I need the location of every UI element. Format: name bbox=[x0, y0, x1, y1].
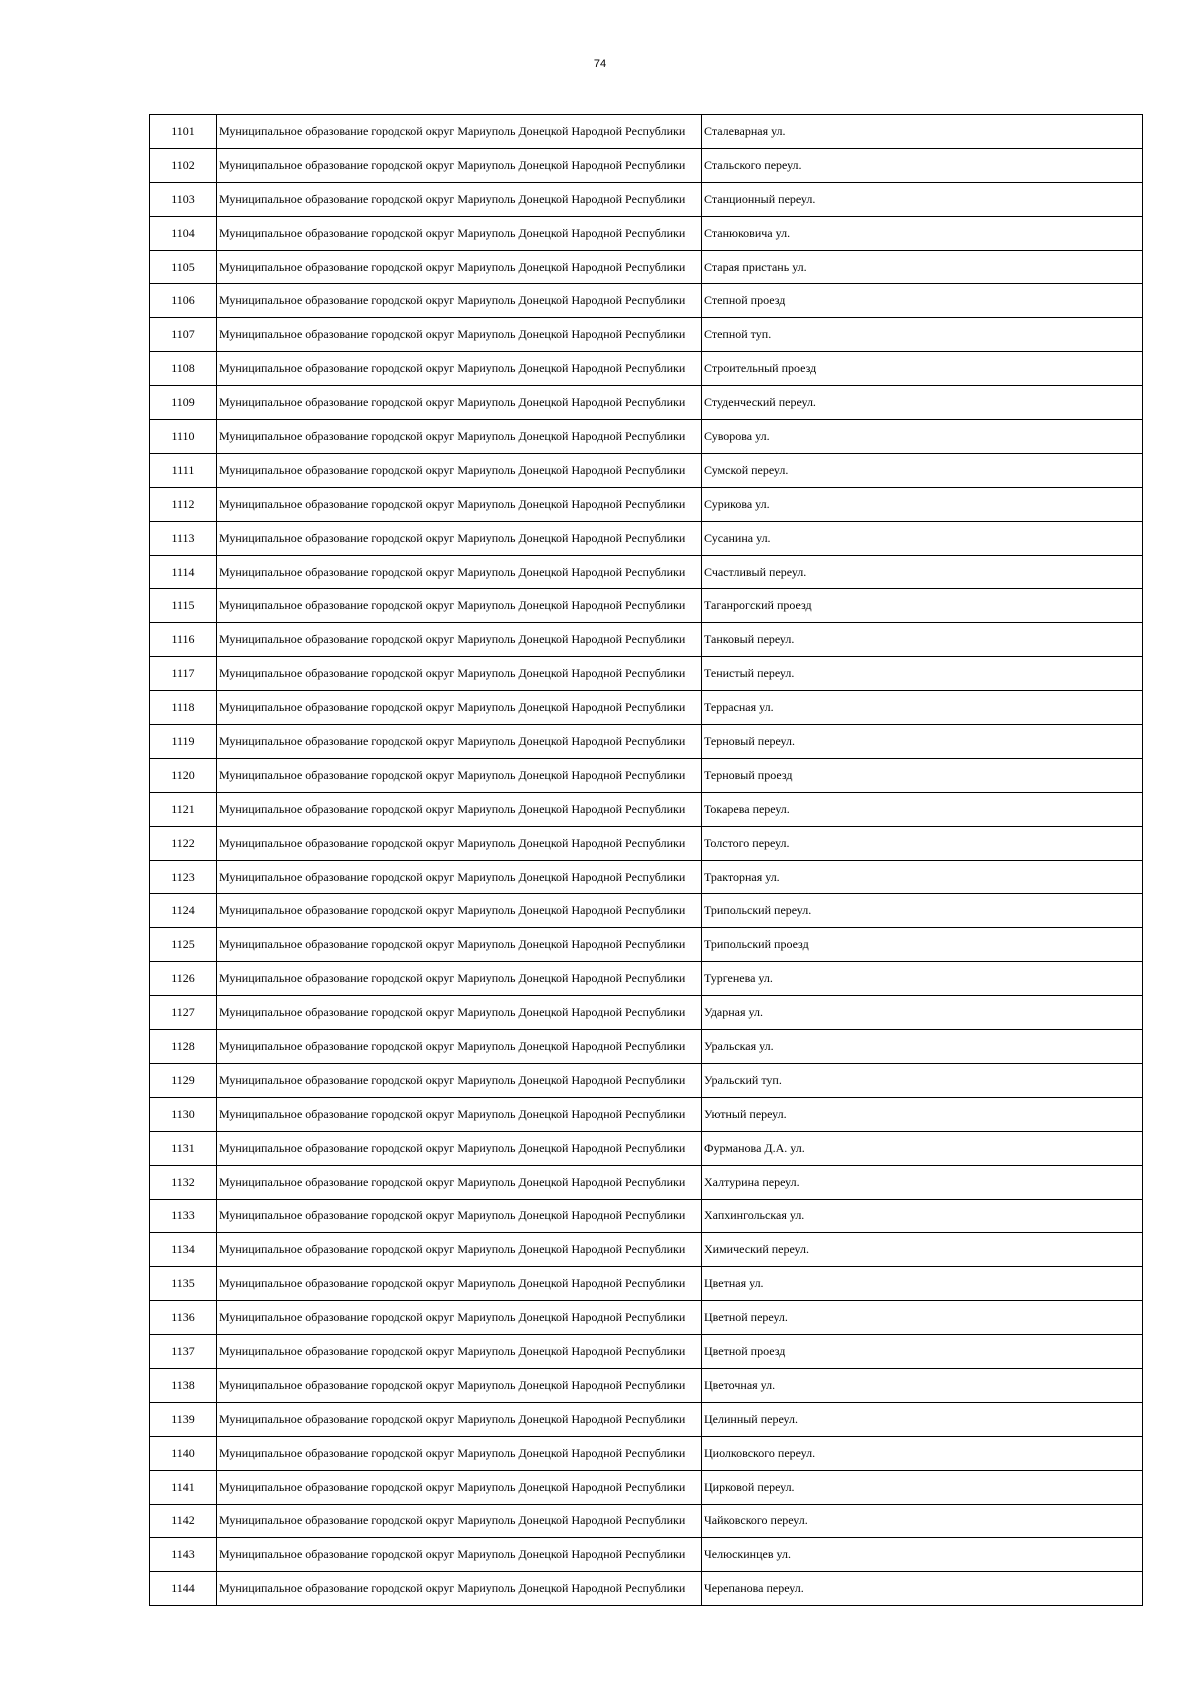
street-name-cell: Студенческий переул. bbox=[702, 386, 1143, 420]
table-row bbox=[150, 1572, 1143, 1606]
street-name-cell: Цветочная ул. bbox=[702, 1368, 1143, 1402]
municipality-cell: Муниципальное образование городской округ Мариуполь Донецкой Народной Республики bbox=[217, 1301, 702, 1335]
municipality-cell: Муниципальное образование городской округ Мариуполь Донецкой Народной Республики bbox=[217, 1402, 702, 1436]
municipality-cell: Муниципальное образование городской округ Мариуполь Донецкой Народной Республики bbox=[217, 1165, 702, 1199]
street-name-cell: Хапхингольская ул. bbox=[702, 1199, 1143, 1233]
street-name-cell: Суворова ул. bbox=[702, 420, 1143, 454]
municipality-cell: Муниципальное образование городской округ Мариуполь Донецкой Народной Республики bbox=[217, 1199, 702, 1233]
street-name-cell: Старая пристань ул. bbox=[702, 250, 1143, 284]
street-name-cell: Чайковского переул. bbox=[702, 1504, 1143, 1538]
municipality-cell: Муниципальное образование городской округ Мариуполь Донецкой Народной Республики bbox=[217, 1233, 702, 1267]
table-row bbox=[150, 860, 1143, 894]
municipality-cell: Муниципальное образование городской округ Мариуполь Донецкой Народной Республики bbox=[217, 420, 702, 454]
table-row bbox=[150, 216, 1143, 250]
street-name-cell: Трипольский проезд bbox=[702, 928, 1143, 962]
municipality-cell: Муниципальное образование городской округ Мариуполь Донецкой Народной Республики bbox=[217, 792, 702, 826]
municipality-cell: Муниципальное образование городской округ Мариуполь Донецкой Народной Республики bbox=[217, 521, 702, 555]
row-number-cell: 1113 bbox=[150, 521, 217, 555]
table-row bbox=[150, 758, 1143, 792]
row-number-cell: 1105 bbox=[150, 250, 217, 284]
street-name-cell: Терновый проезд bbox=[702, 758, 1143, 792]
street-name-cell: Химический переул. bbox=[702, 1233, 1143, 1267]
street-name-cell: Тракторная ул. bbox=[702, 860, 1143, 894]
municipality-cell: Муниципальное образование городской округ Мариуполь Донецкой Народной Республики bbox=[217, 1131, 702, 1165]
row-number-cell: 1133 bbox=[150, 1199, 217, 1233]
table-row bbox=[150, 521, 1143, 555]
municipality-cell: Муниципальное образование городской округ Мариуполь Донецкой Народной Республики bbox=[217, 386, 702, 420]
page-number: 74 bbox=[593, 58, 607, 70]
row-number-cell: 1115 bbox=[150, 589, 217, 623]
table-row bbox=[150, 352, 1143, 386]
street-name-cell: Халтурина переул. bbox=[702, 1165, 1143, 1199]
street-name-cell: Уральский туп. bbox=[702, 1063, 1143, 1097]
municipality-cell: Муниципальное образование городской округ Мариуполь Донецкой Народной Республики bbox=[217, 318, 702, 352]
street-name-cell: Цветная ул. bbox=[702, 1267, 1143, 1301]
table-row bbox=[150, 928, 1143, 962]
row-number-cell: 1139 bbox=[150, 1402, 217, 1436]
row-number-cell: 1123 bbox=[150, 860, 217, 894]
table-row bbox=[150, 555, 1143, 589]
row-number-cell: 1107 bbox=[150, 318, 217, 352]
row-number-cell: 1101 bbox=[150, 115, 217, 149]
table-row bbox=[150, 420, 1143, 454]
table-row bbox=[150, 1097, 1143, 1131]
street-name-cell: Трипольский переул. bbox=[702, 894, 1143, 928]
street-name-cell: Цветной переул. bbox=[702, 1301, 1143, 1335]
street-name-cell: Цирковой переул. bbox=[702, 1470, 1143, 1504]
row-number-cell: 1130 bbox=[150, 1097, 217, 1131]
row-number-cell: 1137 bbox=[150, 1335, 217, 1369]
table-row bbox=[150, 1436, 1143, 1470]
row-number-cell: 1108 bbox=[150, 352, 217, 386]
street-name-cell: Целинный переул. bbox=[702, 1402, 1143, 1436]
table-row bbox=[150, 996, 1143, 1030]
table-row bbox=[150, 318, 1143, 352]
table-row bbox=[150, 1030, 1143, 1064]
row-number-cell: 1118 bbox=[150, 691, 217, 725]
street-name-cell: Черепанова переул. bbox=[702, 1572, 1143, 1606]
street-name-cell: Стальского переул. bbox=[702, 148, 1143, 182]
street-name-cell: Тенистый переул. bbox=[702, 657, 1143, 691]
municipality-cell: Муниципальное образование городской округ Мариуполь Донецкой Народной Республики bbox=[217, 487, 702, 521]
row-number-cell: 1144 bbox=[150, 1572, 217, 1606]
street-name-cell: Степной туп. bbox=[702, 318, 1143, 352]
municipality-cell: Муниципальное образование городской округ Мариуполь Донецкой Народной Республики bbox=[217, 894, 702, 928]
street-name-cell: Сурикова ул. bbox=[702, 487, 1143, 521]
municipality-cell: Муниципальное образование городской округ Мариуполь Донецкой Народной Республики bbox=[217, 1470, 702, 1504]
municipality-cell: Муниципальное образование городской округ Мариуполь Донецкой Народной Республики bbox=[217, 758, 702, 792]
municipality-cell: Муниципальное образование городской округ Мариуполь Донецкой Народной Республики bbox=[217, 860, 702, 894]
street-name-cell: Токарева переул. bbox=[702, 792, 1143, 826]
municipality-cell: Муниципальное образование городской округ Мариуполь Донецкой Народной Республики bbox=[217, 623, 702, 657]
row-number-cell: 1138 bbox=[150, 1368, 217, 1402]
row-number-cell: 1142 bbox=[150, 1504, 217, 1538]
table-row bbox=[150, 386, 1143, 420]
municipality-cell: Муниципальное образование городской округ Мариуполь Донецкой Народной Республики bbox=[217, 962, 702, 996]
municipality-cell: Муниципальное образование городской округ Мариуполь Донецкой Народной Республики bbox=[217, 996, 702, 1030]
table-row bbox=[150, 657, 1143, 691]
row-number-cell: 1135 bbox=[150, 1267, 217, 1301]
street-name-cell: Сусанина ул. bbox=[702, 521, 1143, 555]
street-name-cell: Уральская ул. bbox=[702, 1030, 1143, 1064]
row-number-cell: 1109 bbox=[150, 386, 217, 420]
street-name-cell: Террасная ул. bbox=[702, 691, 1143, 725]
row-number-cell: 1136 bbox=[150, 1301, 217, 1335]
street-name-cell: Строительный проезд bbox=[702, 352, 1143, 386]
row-number-cell: 1126 bbox=[150, 962, 217, 996]
row-number-cell: 1103 bbox=[150, 182, 217, 216]
street-name-cell: Таганрогский проезд bbox=[702, 589, 1143, 623]
row-number-cell: 1117 bbox=[150, 657, 217, 691]
municipality-cell: Муниципальное образование городской округ Мариуполь Донецкой Народной Республики bbox=[217, 1030, 702, 1064]
row-number-cell: 1140 bbox=[150, 1436, 217, 1470]
municipality-cell: Муниципальное образование городской округ Мариуполь Донецкой Народной Республики bbox=[217, 1368, 702, 1402]
table-row bbox=[150, 1165, 1143, 1199]
street-name-cell: Толстого переул. bbox=[702, 826, 1143, 860]
street-name-cell: Сталеварная ул. bbox=[702, 115, 1143, 149]
table-row bbox=[150, 148, 1143, 182]
table-row bbox=[150, 453, 1143, 487]
table-row bbox=[150, 1504, 1143, 1538]
municipality-cell: Муниципальное образование городской округ Мариуполь Донецкой Народной Республики bbox=[217, 725, 702, 759]
municipality-cell: Муниципальное образование городской округ Мариуполь Донецкой Народной Республики bbox=[217, 1504, 702, 1538]
municipality-cell: Муниципальное образование городской округ Мариуполь Донецкой Народной Республики bbox=[217, 555, 702, 589]
municipality-cell: Муниципальное образование городской округ Мариуполь Донецкой Народной Республики bbox=[217, 182, 702, 216]
municipality-cell: Муниципальное образование городской округ Мариуполь Донецкой Народной Республики bbox=[217, 352, 702, 386]
table-row bbox=[150, 1470, 1143, 1504]
row-number-cell: 1129 bbox=[150, 1063, 217, 1097]
street-name-cell: Станционный переул. bbox=[702, 182, 1143, 216]
table-row bbox=[150, 1267, 1143, 1301]
table-row bbox=[150, 1063, 1143, 1097]
table-row bbox=[150, 1233, 1143, 1267]
street-name-cell: Станюковича ул. bbox=[702, 216, 1143, 250]
table-body bbox=[150, 115, 1143, 1606]
municipality-cell: Муниципальное образование городской округ Мариуполь Донецкой Народной Республики bbox=[217, 1538, 702, 1572]
table-row bbox=[150, 1131, 1143, 1165]
street-name-cell: Терновый переул. bbox=[702, 725, 1143, 759]
municipality-cell: Муниципальное образование городской округ Мариуполь Донецкой Народной Республики bbox=[217, 1572, 702, 1606]
street-name-cell: Фурманова Д.А. ул. bbox=[702, 1131, 1143, 1165]
municipality-cell: Муниципальное образование городской округ Мариуполь Донецкой Народной Республики bbox=[217, 284, 702, 318]
table-row bbox=[150, 589, 1143, 623]
table-row bbox=[150, 115, 1143, 149]
municipality-cell: Муниципальное образование городской округ Мариуполь Донецкой Народной Республики bbox=[217, 1267, 702, 1301]
table-row bbox=[150, 487, 1143, 521]
street-name-cell: Степной проезд bbox=[702, 284, 1143, 318]
street-name-cell: Тургенева ул. bbox=[702, 962, 1143, 996]
row-number-cell: 1114 bbox=[150, 555, 217, 589]
row-number-cell: 1111 bbox=[150, 453, 217, 487]
street-name-cell: Сумской переул. bbox=[702, 453, 1143, 487]
street-name-cell: Челюскинцев ул. bbox=[702, 1538, 1143, 1572]
table-row bbox=[150, 1301, 1143, 1335]
table-row bbox=[150, 691, 1143, 725]
street-name-cell: Ударная ул. bbox=[702, 996, 1143, 1030]
table-row bbox=[150, 182, 1143, 216]
table-row bbox=[150, 894, 1143, 928]
table-row bbox=[150, 250, 1143, 284]
municipality-cell: Муниципальное образование городской округ Мариуполь Донецкой Народной Республики bbox=[217, 1063, 702, 1097]
table-row bbox=[150, 962, 1143, 996]
row-number-cell: 1131 bbox=[150, 1131, 217, 1165]
municipality-cell: Муниципальное образование городской округ Мариуполь Донецкой Народной Республики bbox=[217, 691, 702, 725]
street-name-cell: Уютный переул. bbox=[702, 1097, 1143, 1131]
row-number-cell: 1120 bbox=[150, 758, 217, 792]
row-number-cell: 1116 bbox=[150, 623, 217, 657]
municipality-cell: Муниципальное образование городской округ Мариуполь Донецкой Народной Республики bbox=[217, 216, 702, 250]
table-row bbox=[150, 1402, 1143, 1436]
row-number-cell: 1125 bbox=[150, 928, 217, 962]
municipality-cell: Муниципальное образование городской округ Мариуполь Донецкой Народной Республики bbox=[217, 453, 702, 487]
row-number-cell: 1143 bbox=[150, 1538, 217, 1572]
row-number-cell: 1122 bbox=[150, 826, 217, 860]
row-number-cell: 1128 bbox=[150, 1030, 217, 1064]
municipality-cell: Муниципальное образование городской округ Мариуполь Донецкой Народной Республики bbox=[217, 928, 702, 962]
street-name-cell: Циолковского переул. bbox=[702, 1436, 1143, 1470]
row-number-cell: 1121 bbox=[150, 792, 217, 826]
table-row bbox=[150, 826, 1143, 860]
street-name-cell: Цветной проезд bbox=[702, 1335, 1143, 1369]
municipality-cell: Муниципальное образование городской округ Мариуполь Донецкой Народной Республики bbox=[217, 826, 702, 860]
row-number-cell: 1119 bbox=[150, 725, 217, 759]
table-row bbox=[150, 1335, 1143, 1369]
municipality-cell: Муниципальное образование городской округ Мариуполь Донецкой Народной Республики bbox=[217, 657, 702, 691]
row-number-cell: 1106 bbox=[150, 284, 217, 318]
municipality-cell: Муниципальное образование городской округ Мариуполь Донецкой Народной Республики bbox=[217, 250, 702, 284]
table-row bbox=[150, 1199, 1143, 1233]
row-number-cell: 1112 bbox=[150, 487, 217, 521]
street-name-cell: Счастливый переул. bbox=[702, 555, 1143, 589]
municipality-cell: Муниципальное образование городской округ Мариуполь Донецкой Народной Республики bbox=[217, 115, 702, 149]
row-number-cell: 1134 bbox=[150, 1233, 217, 1267]
table-row bbox=[150, 623, 1143, 657]
row-number-cell: 1102 bbox=[150, 148, 217, 182]
municipality-cell: Муниципальное образование городской округ Мариуполь Донецкой Народной Республики bbox=[217, 1436, 702, 1470]
municipality-cell: Муниципальное образование городской округ Мариуполь Донецкой Народной Республики bbox=[217, 1097, 702, 1131]
table-row bbox=[150, 284, 1143, 318]
street-register-table bbox=[149, 114, 1143, 1606]
municipality-cell: Муниципальное образование городской округ Мариуполь Донецкой Народной Республики bbox=[217, 589, 702, 623]
row-number-cell: 1127 bbox=[150, 996, 217, 1030]
table-row bbox=[150, 792, 1143, 826]
table-row bbox=[150, 725, 1143, 759]
row-number-cell: 1124 bbox=[150, 894, 217, 928]
municipality-cell: Муниципальное образование городской округ Мариуполь Донецкой Народной Республики bbox=[217, 1335, 702, 1369]
street-name-cell: Танковый переул. bbox=[702, 623, 1143, 657]
row-number-cell: 1141 bbox=[150, 1470, 217, 1504]
municipality-cell: Муниципальное образование городской округ Мариуполь Донецкой Народной Республики bbox=[217, 148, 702, 182]
row-number-cell: 1110 bbox=[150, 420, 217, 454]
table-row bbox=[150, 1368, 1143, 1402]
table-row bbox=[150, 1538, 1143, 1572]
row-number-cell: 1132 bbox=[150, 1165, 217, 1199]
row-number-cell: 1104 bbox=[150, 216, 217, 250]
